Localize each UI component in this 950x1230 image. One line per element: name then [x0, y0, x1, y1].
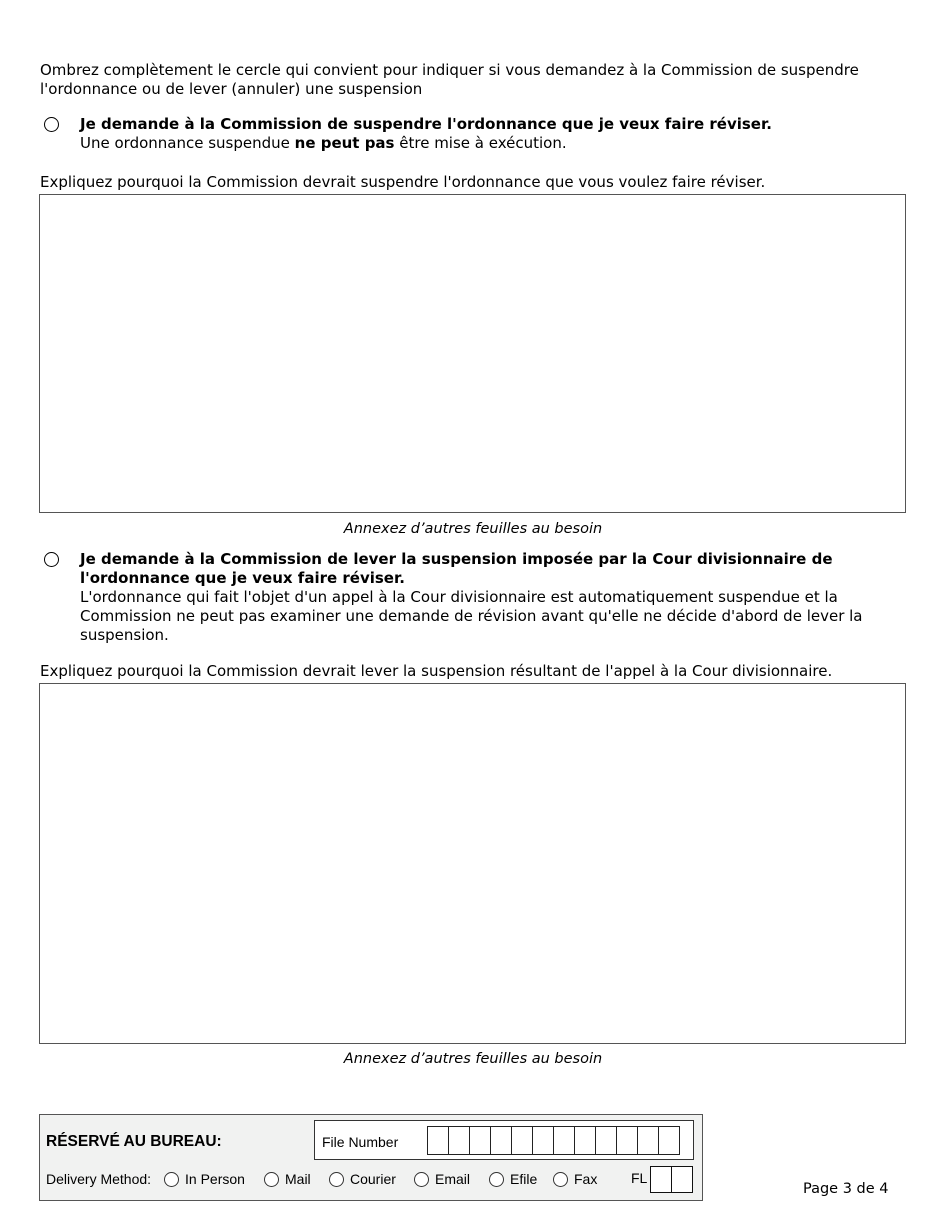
delivery-mail-label: Mail: [285, 1171, 311, 1187]
radio-suspend-order[interactable]: [44, 117, 59, 132]
radio-efile[interactable]: [489, 1172, 504, 1187]
explain-lift-label: Expliquez pourquoi la Commission devrait lever la suspension résultant de l'appel à la Cour divisionnaire.: [40, 662, 833, 680]
radio-email[interactable]: [414, 1172, 429, 1187]
option-lift-suspension: [40, 550, 910, 645]
file-number-cell[interactable]: [637, 1126, 659, 1155]
option-suspend-order: [40, 115, 910, 155]
file-number-label: File Number: [322, 1134, 399, 1150]
file-number-cell[interactable]: [532, 1126, 554, 1155]
fl-cell[interactable]: [671, 1166, 693, 1193]
radio-mail[interactable]: [264, 1172, 279, 1187]
option-lift-title: Je demande à la Commission de lever la suspension imposée par la Cour divisionnaire de l'ordonnance que je veux faire réviser.: [80, 550, 833, 587]
delivery-courier[interactable]: [329, 1171, 396, 1187]
delivery-efile-label: Efile: [510, 1171, 538, 1187]
option-lift-description: L'ordonnance qui fait l'objet d'un appel à la Cour divisionnaire est automatiquement suspendue et la Commission ne peut pas examiner une demande de révision avant qu'elle ne décide d'abord de lever la suspension.: [80, 588, 863, 644]
file-number-cell[interactable]: [595, 1126, 617, 1155]
file-number-cell[interactable]: [658, 1126, 680, 1155]
suspend-reasons-textarea[interactable]: [39, 194, 906, 513]
file-number-cell[interactable]: [616, 1126, 638, 1155]
delivery-email-label: Email: [435, 1171, 471, 1187]
delivery-in-person[interactable]: [164, 1171, 245, 1187]
annex-note-2: Annexez d’autres feuilles au besoin: [343, 1051, 603, 1067]
radio-courier[interactable]: [329, 1172, 344, 1187]
file-number-cells[interactable]: [427, 1126, 679, 1155]
delivery-email[interactable]: [414, 1171, 470, 1187]
file-number-cell[interactable]: [511, 1126, 533, 1155]
delivery-mail[interactable]: [264, 1171, 311, 1187]
delivery-fax[interactable]: [553, 1171, 597, 1187]
radio-in-person[interactable]: [164, 1172, 179, 1187]
lift-reasons-textarea[interactable]: [39, 683, 906, 1044]
instructions-text: Ombrez complètement le cercle qui convient pour indiquer si vous demandez à la Commission de suspendre l'ordonnance ou de lever (annuler) une suspension: [40, 61, 859, 98]
office-use-box: [39, 1114, 703, 1201]
delivery-efile[interactable]: [489, 1171, 537, 1187]
explain-suspend-label: Expliquez pourquoi la Commission devrait suspendre l'ordonnance que vous voulez faire réviser.: [40, 173, 766, 191]
annex-note-1: Annexez d’autres feuilles au besoin: [343, 521, 603, 537]
fl-cell[interactable]: [650, 1166, 672, 1193]
page-number: Page 3 de 4: [803, 1181, 889, 1197]
delivery-fax-label: Fax: [574, 1171, 598, 1187]
file-number-box: [314, 1120, 694, 1160]
fl-cells[interactable]: [650, 1166, 692, 1193]
file-number-cell[interactable]: [469, 1126, 491, 1155]
file-number-cell[interactable]: [448, 1126, 470, 1155]
file-number-cell[interactable]: [490, 1126, 512, 1155]
radio-lift-suspension[interactable]: [44, 552, 59, 567]
file-number-cell[interactable]: [574, 1126, 596, 1155]
delivery-in-person-label: In Person: [185, 1171, 245, 1187]
option-suspend-title: Je demande à la Commission de suspendre l'ordonnance que je veux faire réviser.: [80, 115, 772, 133]
delivery-courier-label: Courier: [350, 1171, 396, 1187]
office-use-title: RÉSERVÉ AU BUREAU:: [46, 1133, 222, 1150]
file-number-cell[interactable]: [427, 1126, 449, 1155]
fl-label: FL: [631, 1170, 648, 1186]
delivery-method-label: Delivery Method:: [46, 1171, 152, 1187]
file-number-cell[interactable]: [553, 1126, 575, 1155]
option-suspend-description: Une ordonnance suspendue ne peut pas être mise à exécution.: [80, 134, 567, 152]
radio-fax[interactable]: [553, 1172, 568, 1187]
